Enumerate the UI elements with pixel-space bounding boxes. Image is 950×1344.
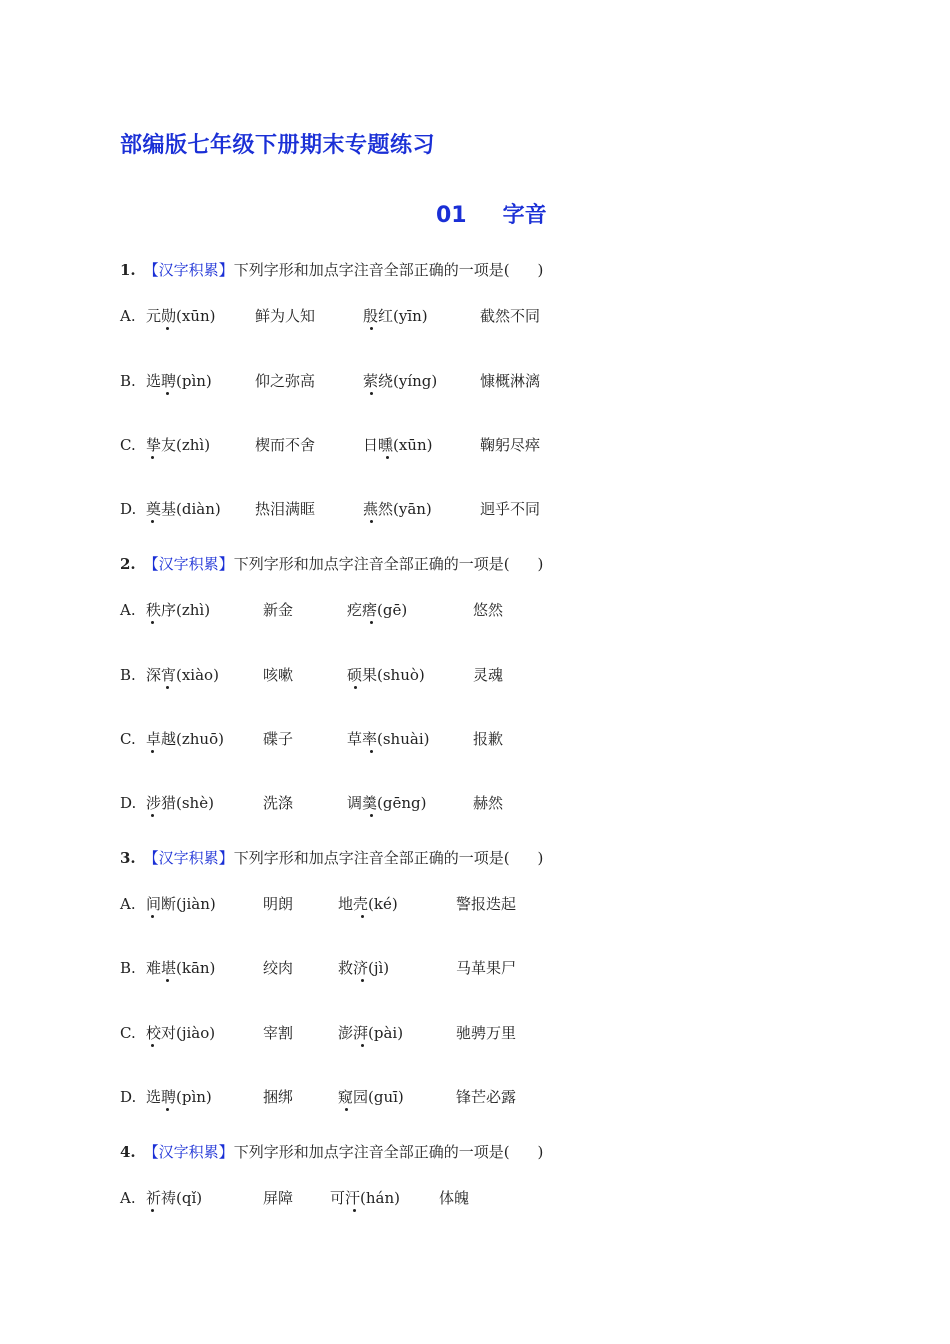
answer-paren-close: ) — [537, 1143, 544, 1161]
emphasis-dot — [151, 814, 154, 817]
option-item: 选聘(pìn) — [146, 1088, 212, 1106]
question-4-stem — [120, 1142, 543, 1162]
option-letter: B. — [120, 666, 136, 684]
emphasis-dot — [151, 520, 154, 523]
option-letter: B. — [120, 959, 136, 977]
emphasis-dot — [370, 392, 373, 395]
emphasis-dot — [354, 686, 357, 689]
emphasis-dot — [370, 621, 373, 624]
emphasis-dot — [361, 1044, 364, 1047]
question-text: 下列字形和加点字注音全部正确的一项是( — [233, 555, 510, 573]
option-item: 调羹(gēng) — [347, 794, 427, 812]
question-3-stem — [120, 848, 543, 868]
option-item: 燕然(yān) — [363, 500, 432, 518]
section-number: 01 — [436, 203, 467, 228]
option-item: 鞠躬尽瘁 — [480, 436, 541, 454]
option-item: 鲜为人知 — [255, 307, 316, 325]
option-item: 热泪满眶 — [255, 500, 316, 518]
question-text: 下列字形和加点字注音全部正确的一项是( — [233, 849, 510, 867]
option-item: 仰之弥高 — [255, 372, 316, 390]
section-name: 字音 — [502, 203, 547, 228]
emphasis-dot — [166, 686, 169, 689]
option-item: 硕果(shuò) — [347, 666, 425, 684]
option-item: 咳嗽 — [263, 666, 294, 684]
emphasis-dot — [151, 621, 154, 624]
option-item: 碟子 — [263, 730, 294, 748]
emphasis-dot — [361, 915, 364, 918]
emphasis-dot — [166, 979, 169, 982]
option-item: 秩序(zhì) — [146, 601, 211, 619]
emphasis-dot — [353, 1209, 356, 1212]
option-item: 卓越(zhuō) — [146, 730, 224, 748]
option-letter: A. — [120, 307, 136, 325]
question-tag: 【汉字积累】 — [143, 1143, 234, 1161]
emphasis-dot — [151, 750, 154, 753]
emphasis-dot — [151, 915, 154, 918]
emphasis-dot — [386, 456, 389, 459]
option-item: 地壳(ké) — [338, 895, 398, 913]
page-title: 部编版七年级下册期末专题练习 — [120, 133, 436, 158]
question-number: 3. — [120, 849, 136, 867]
emphasis-dot — [151, 1209, 154, 1212]
option-item: 悠然 — [473, 601, 504, 619]
option-item: 马革果尸 — [456, 959, 517, 977]
emphasis-dot — [166, 392, 169, 395]
option-letter: C. — [120, 730, 136, 748]
option-item: 奠基(diàn) — [146, 500, 221, 518]
option-letter: D. — [120, 794, 137, 812]
question-tag: 【汉字积累】 — [143, 849, 234, 867]
option-item: 宰割 — [263, 1024, 294, 1042]
emphasis-dot — [345, 1108, 348, 1111]
question-tag: 【汉字积累】 — [143, 261, 234, 279]
option-item: 日曛(xūn) — [363, 436, 433, 454]
question-number: 2. — [120, 555, 136, 573]
option-letter: A. — [120, 895, 136, 913]
option-item: 屏障 — [263, 1189, 294, 1207]
option-item: 挚友(zhì) — [146, 436, 211, 454]
emphasis-dot — [370, 750, 373, 753]
option-item: 殷红(yīn) — [363, 307, 428, 325]
option-item: 捆绑 — [263, 1088, 294, 1106]
option-item: 窥园(guī) — [338, 1088, 404, 1106]
option-item: 洗涤 — [263, 794, 294, 812]
option-item: 锋芒必露 — [456, 1088, 517, 1106]
question-tag: 【汉字积累】 — [143, 555, 234, 573]
emphasis-dot — [166, 1108, 169, 1111]
option-item: 校对(jiào) — [146, 1024, 216, 1042]
option-item: 澎湃(pài) — [338, 1024, 404, 1042]
emphasis-dot — [151, 456, 154, 459]
option-letter: A. — [120, 1189, 136, 1207]
question-text: 下列字形和加点字注音全部正确的一项是( — [233, 1143, 510, 1161]
option-item: 报歉 — [473, 730, 504, 748]
option-item: 体魄 — [439, 1189, 470, 1207]
question-number: 4. — [120, 1143, 136, 1161]
answer-paren-close: ) — [537, 849, 544, 867]
option-item: 祈祷(qǐ) — [146, 1189, 203, 1207]
emphasis-dot — [370, 327, 373, 330]
answer-paren-close: ) — [537, 261, 544, 279]
question-1-stem — [120, 260, 543, 280]
option-letter: A. — [120, 601, 136, 619]
question-text: 下列字形和加点字注音全部正确的一项是( — [233, 261, 510, 279]
option-item: 选聘(pìn) — [146, 372, 212, 390]
option-letter: C. — [120, 1024, 136, 1042]
option-item: 难堪(kān) — [146, 959, 216, 977]
answer-paren-close: ) — [537, 555, 544, 573]
option-item: 灵魂 — [473, 666, 504, 684]
option-item: 迥乎不同 — [480, 500, 541, 518]
emphasis-dot — [361, 979, 364, 982]
option-item: 慷概淋漓 — [480, 372, 541, 390]
section-title — [436, 198, 547, 229]
question-number: 1. — [120, 261, 136, 279]
option-item: 截然不同 — [480, 307, 541, 325]
option-item: 涉猎(shè) — [146, 794, 214, 812]
option-item: 明朗 — [263, 895, 294, 913]
option-letter: B. — [120, 372, 136, 390]
option-item: 新金 — [263, 601, 294, 619]
emphasis-dot — [151, 1044, 154, 1047]
option-item: 草率(shuài) — [347, 730, 430, 748]
emphasis-dot — [370, 520, 373, 523]
option-item: 赫然 — [473, 794, 504, 812]
emphasis-dot — [166, 327, 169, 330]
option-item: 警报迭起 — [456, 895, 517, 913]
option-item: 救济(jì) — [338, 959, 390, 977]
option-item: 楔而不舍 — [255, 436, 316, 454]
option-item: 可汗(hán) — [330, 1189, 400, 1207]
question-2-stem — [120, 554, 543, 574]
option-letter: D. — [120, 1088, 137, 1106]
option-item: 萦绕(yíng) — [363, 372, 438, 390]
option-item: 绞肉 — [263, 959, 294, 977]
option-item: 间断(jiàn) — [146, 895, 216, 913]
option-letter: D. — [120, 500, 137, 518]
option-item: 驰骋万里 — [456, 1024, 517, 1042]
option-item: 疙瘩(gē) — [347, 601, 408, 619]
option-item: 元勋(xūn) — [146, 307, 216, 325]
emphasis-dot — [370, 814, 373, 817]
option-item: 深宵(xiào) — [146, 666, 219, 684]
option-letter: C. — [120, 436, 136, 454]
